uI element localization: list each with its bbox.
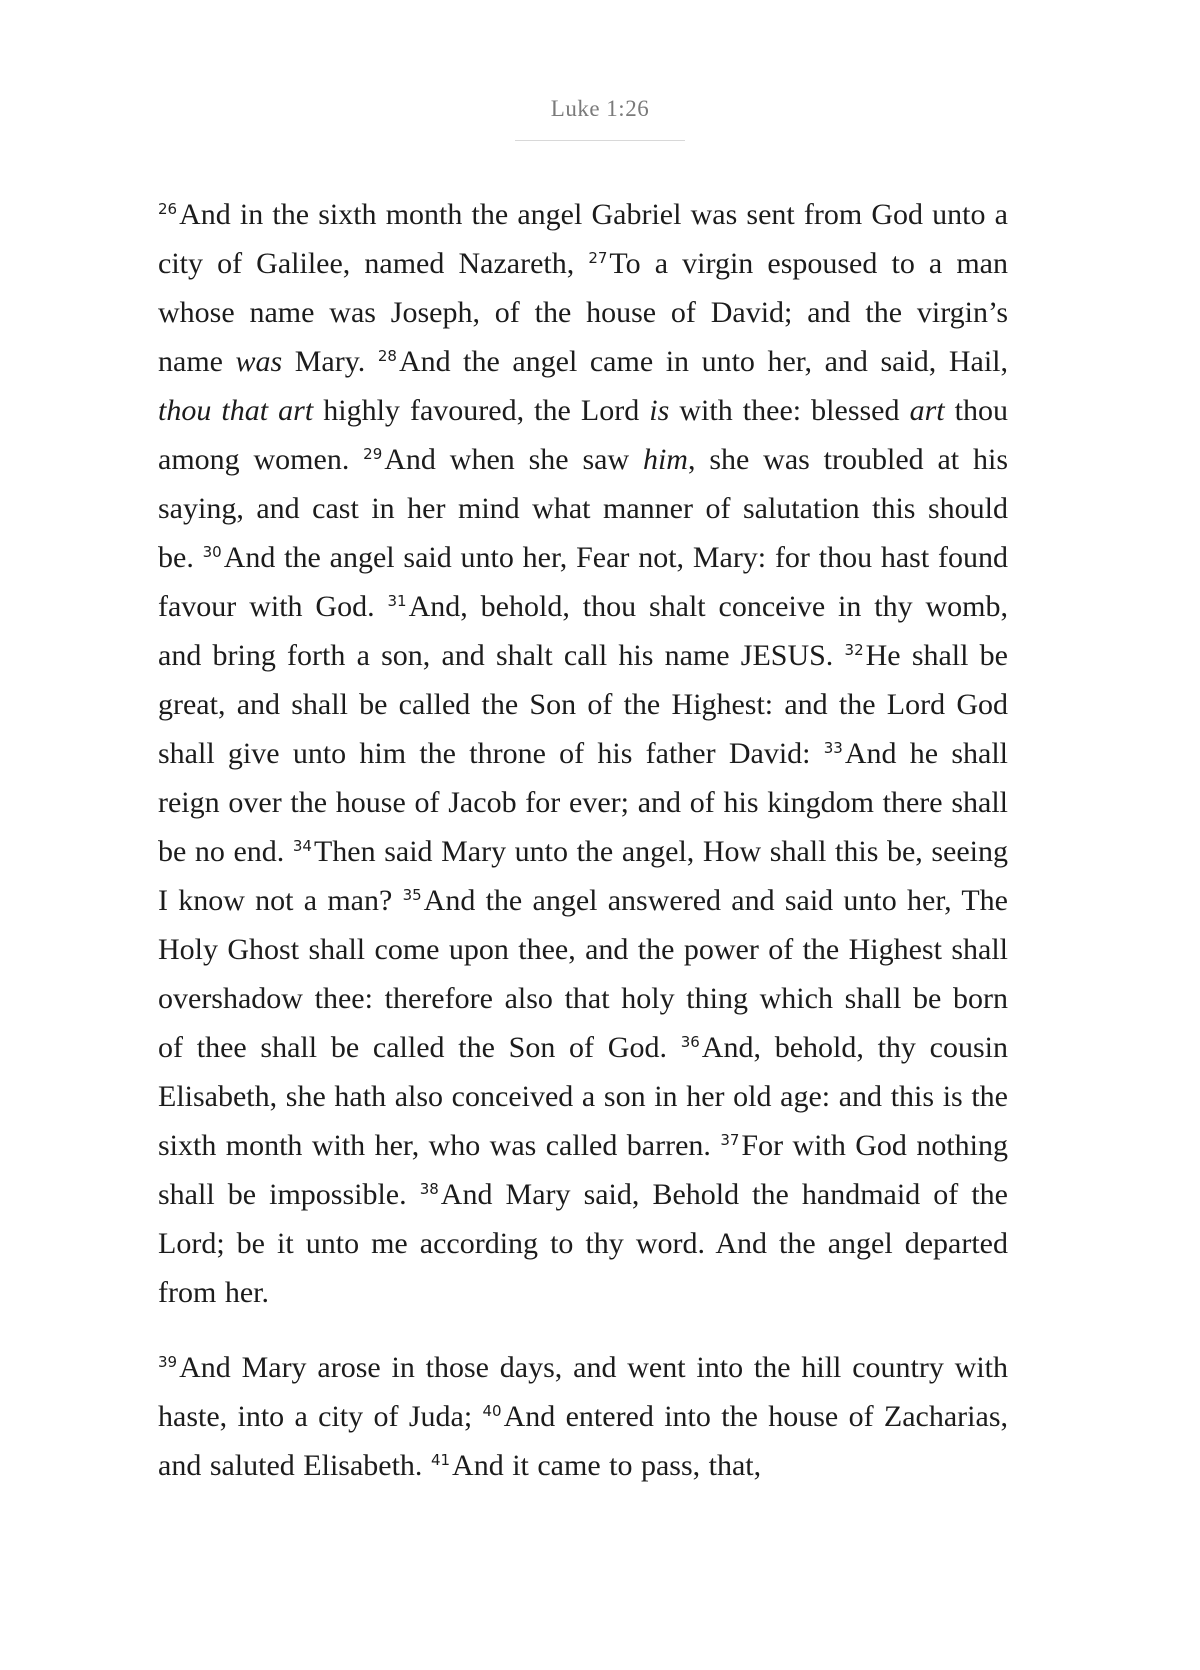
verse-text: And, behold, thou shalt conceive in thy womb, and bring forth a son, and shalt call his name JESUS. — [158, 590, 1009, 672]
verse-text: Then said Mary unto the angel, How shall this be, seeing I know not a man? — [158, 835, 1008, 917]
verse-number: 38 — [419, 1179, 439, 1198]
verse-number: 41 — [430, 1450, 451, 1469]
verse-text: And Mary arose in those days, and went into the hill country with haste, into a city of Juda; — [158, 1351, 1008, 1433]
verse-text-italic: was — [235, 345, 283, 378]
verse-text: And it came to pass, that, — [452, 1449, 762, 1482]
verse-text: thou among women. — [158, 394, 1009, 476]
scripture-text — [158, 190, 1008, 1516]
verse-text-italic: him — [642, 443, 688, 476]
verse-number: 36 — [680, 1032, 700, 1051]
verse-number: 30 — [202, 542, 222, 561]
paragraph — [158, 190, 1008, 1317]
verse-text: And when she saw — [384, 443, 643, 476]
verse-number: 37 — [720, 1130, 740, 1149]
paragraph — [158, 1343, 1008, 1490]
verse-text-italic: thou that art — [158, 394, 314, 427]
verse-text: And he shall reign over the house of Jacob for ever; and of his kingdom there shall be no end. — [158, 737, 1009, 868]
verse-number: 33 — [823, 738, 843, 757]
verse-text: For with God nothing shall be impossible. — [158, 1129, 1008, 1211]
verse-text: And Mary said, Behold the handmaid of the Lord; be it unto me according to thy word. And the angel departed from her. — [158, 1178, 1008, 1309]
verse-number: 34 — [292, 836, 312, 855]
verse-text-italic: is — [649, 394, 670, 427]
verse-number: 32 — [844, 640, 864, 659]
verse-text: , she was troubled at his saying, and cast in her mind what manner of salutation this should be. — [158, 443, 1009, 574]
verse-number: 27 — [588, 248, 608, 267]
verse — [431, 1449, 761, 1482]
verse-number: 28 — [377, 346, 397, 365]
verse-number: 40 — [482, 1401, 502, 1420]
verse-text: And the angel came in unto her, and said, Hail, — [398, 345, 1008, 378]
verse-text: And the angel said unto her, Fear not, Mary: for thou hast found favour with God. — [158, 541, 1008, 623]
verse-text: To a virgin espoused to a man whose name was Joseph, of the house of David; and the virgin’s name — [158, 247, 1008, 378]
verse-text: with thee: blessed — [669, 394, 910, 427]
verse-text: highly favoured, the Lord — [313, 394, 650, 427]
verse-text: And the angel answered and said unto her, The Holy Ghost shall come upon thee, and the power of the Highest shall overshadow thee: therefore also that holy thing which shall be born of thee shall be called the Son of God. — [158, 884, 1008, 1064]
chapter-reference: Luke 1:26 — [550, 96, 650, 121]
verse-text: And entered into the house of Zacharias, and saluted Elisabeth. — [158, 1400, 1008, 1482]
verse-text-italic: art — [909, 394, 945, 427]
page-header — [0, 96, 1200, 141]
header-divider — [515, 140, 685, 141]
verse-number: 39 — [158, 1352, 178, 1371]
verse-text: And in the sixth month the angel Gabriel was sent from God unto a city of Galilee, named Nazareth, — [158, 198, 1008, 280]
verse-text: And, behold, thy cousin Elisabeth, she hath also conceived a son in her old age: and this is the sixth month with her, who was called barren. — [158, 1031, 1008, 1162]
verse-number: 35 — [402, 885, 422, 904]
verse-number: 31 — [387, 591, 407, 610]
verse-number: 26 — [158, 199, 178, 218]
verse-number: 29 — [363, 444, 383, 463]
verse-text: He shall be great, and shall be called the Son of the Highest: and the Lord God shall give unto him the throne of his father David: — [158, 639, 1008, 770]
verse-text: Mary. — [282, 345, 378, 378]
